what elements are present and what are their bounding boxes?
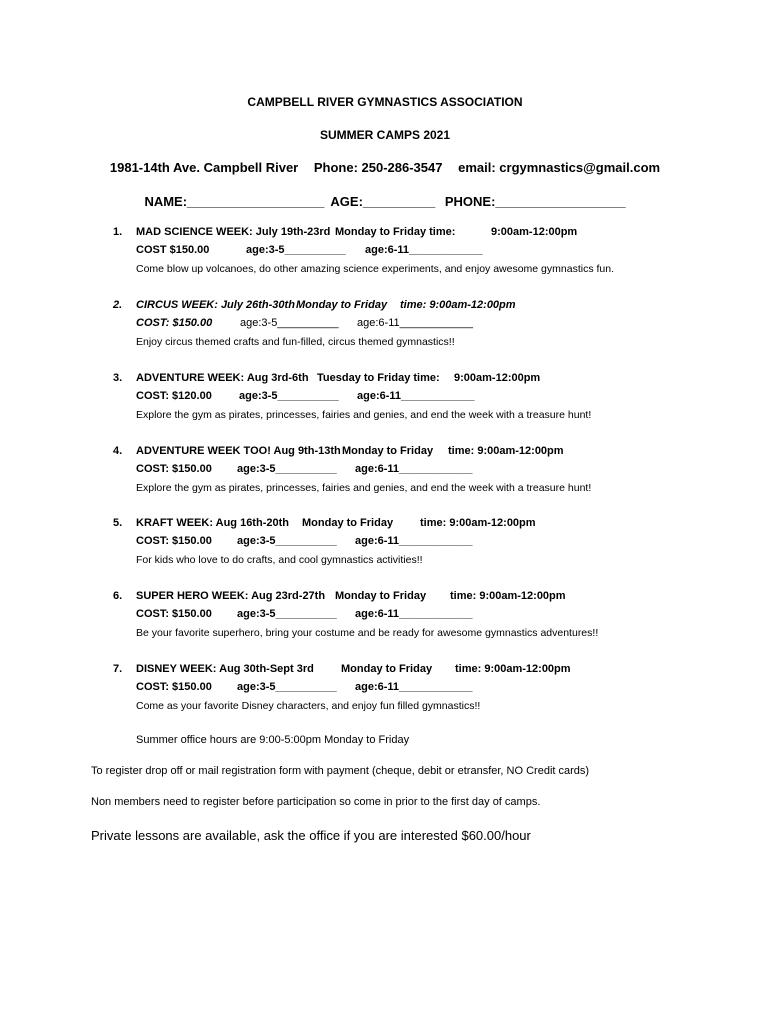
registration-note: To register drop off or mail registration form with payment (cheque, debit or etransfer, NO Credit cards): [91, 765, 590, 777]
camp-number: 1.: [113, 226, 123, 238]
camp-title: CIRCUS WEEK: July 26th-30th: [136, 299, 295, 311]
private-lessons-note: Private lessons are available, ask the office if you are interested $60.00/hour: [91, 828, 531, 843]
age-group-3-5: age:3-5__________: [237, 681, 337, 693]
camp-title: ADVENTURE WEEK: Aug 3rd-6th: [136, 372, 309, 384]
age-field: AGE:__________: [330, 194, 436, 209]
document-subtitle: SUMMER CAMPS 2021: [319, 128, 451, 142]
non-members-note: Non members need to register before participation so come in prior to the first day of camps.: [91, 796, 541, 808]
age-group-3-5: age:3-5__________: [239, 390, 339, 402]
camp-time: 9:00am-12:00pm: [491, 226, 578, 238]
camp-title: KRAFT WEEK: Aug 16th-20th: [136, 517, 289, 529]
registration-fields: [0, 194, 770, 209]
camp-days: Monday to Friday time:: [335, 226, 456, 238]
contact-line: [0, 160, 770, 175]
phone-field: PHONE:__________________: [444, 194, 626, 209]
camp-days: Monday to Friday: [302, 517, 394, 529]
age-group-6-11: age:6-11____________: [357, 390, 475, 402]
camp-days: Tuesday to Friday time:: [317, 372, 440, 384]
camp-time: time: 9:00am-12:00pm: [420, 517, 536, 529]
camp-time: time: 9:00am-12:00pm: [450, 590, 566, 602]
camp-number: 5.: [113, 517, 123, 529]
camp-description: For kids who love to do crafts, and cool gymnastics activities!!: [136, 554, 423, 566]
camp-days: Monday to Friday: [341, 663, 433, 675]
camp-cost: COST: $150.00: [136, 317, 213, 329]
camp-number: 2.: [113, 299, 123, 311]
camp-cost: COST $150.00: [136, 244, 210, 256]
age-group-3-5: age:3-5__________: [237, 535, 337, 547]
age-group-6-11: age:6-11____________: [365, 244, 483, 256]
age-group-6-11: age:6-11____________: [355, 463, 473, 475]
camp-description: Come as your favorite Disney characters, and enjoy fun filled gymnastics!!: [136, 700, 481, 712]
camp-days: Monday to Friday: [342, 445, 434, 457]
camp-description: Be your favorite superhero, bring your costume and be ready for awesome gymnastics adventures!!: [136, 627, 599, 639]
age-group-6-11: age:6-11____________: [355, 608, 473, 620]
camp-cost: COST: $150.00: [136, 681, 212, 693]
age-group-3-5: age:3-5__________: [237, 608, 337, 620]
camp-cost: COST: $150.00: [136, 463, 212, 475]
age-group-3-5: age:3-5__________: [237, 463, 337, 475]
camp-description: Explore the gym as pirates, princesses, fairies and genies, and end the week with a treasure hunt!: [136, 482, 592, 494]
age-group-6-11: age:6-11____________: [357, 317, 474, 329]
document-title: CAMPBELL RIVER GYMNASTICS ASSOCIATION: [247, 95, 523, 109]
age-group-6-11: age:6-11____________: [355, 681, 473, 693]
name-field: NAME:___________________: [144, 194, 325, 209]
camp-number: 4.: [113, 445, 123, 457]
phone-number: Phone: 250-286-3547: [313, 160, 443, 175]
camp-time: time: 9:00am-12:00pm: [448, 445, 564, 457]
camp-description: Enjoy circus themed crafts and fun-filled, circus themed gymnastics!!: [136, 336, 455, 348]
email-address: email: crgymnastics@gmail.com: [458, 160, 661, 175]
camp-time: time: 9:00am-12:00pm: [400, 299, 516, 311]
camp-description: Explore the gym as pirates, princesses, fairies and genies, and end the week with a treasure hunt!: [136, 409, 592, 421]
age-group-3-5: age:3-5__________: [246, 244, 346, 256]
address: 1981-14th Ave. Campbell River: [109, 160, 299, 175]
camp-days: Monday to Friday: [335, 590, 427, 602]
age-group-3-5: age:3-5__________: [240, 317, 339, 329]
camp-days: Monday to Friday: [296, 299, 388, 311]
camp-title: DISNEY WEEK: Aug 30th-Sept 3rd: [136, 663, 314, 675]
camp-cost: COST: $150.00: [136, 535, 212, 547]
age-group-6-11: age:6-11____________: [355, 535, 473, 547]
camp-title: MAD SCIENCE WEEK: July 19th-23rd: [136, 226, 331, 238]
camp-title: SUPER HERO WEEK: Aug 23rd-27th: [136, 590, 326, 602]
camp-cost: COST: $120.00: [136, 390, 212, 402]
camp-number: 6.: [113, 590, 123, 602]
camp-description: Come blow up volcanoes, do other amazing science experiments, and enjoy awesome gymnastics fun.: [136, 263, 615, 275]
camp-title: ADVENTURE WEEK TOO! Aug 9th-13th: [136, 445, 341, 457]
camp-number: 7.: [113, 663, 123, 675]
camp-cost: COST: $150.00: [136, 608, 212, 620]
camp-time: 9:00am-12:00pm: [454, 372, 541, 384]
camp-number: 3.: [113, 372, 123, 384]
camp-time: time: 9:00am-12:00pm: [455, 663, 571, 675]
office-hours: Summer office hours are 9:00-5:00pm Monday to Friday: [136, 734, 410, 746]
